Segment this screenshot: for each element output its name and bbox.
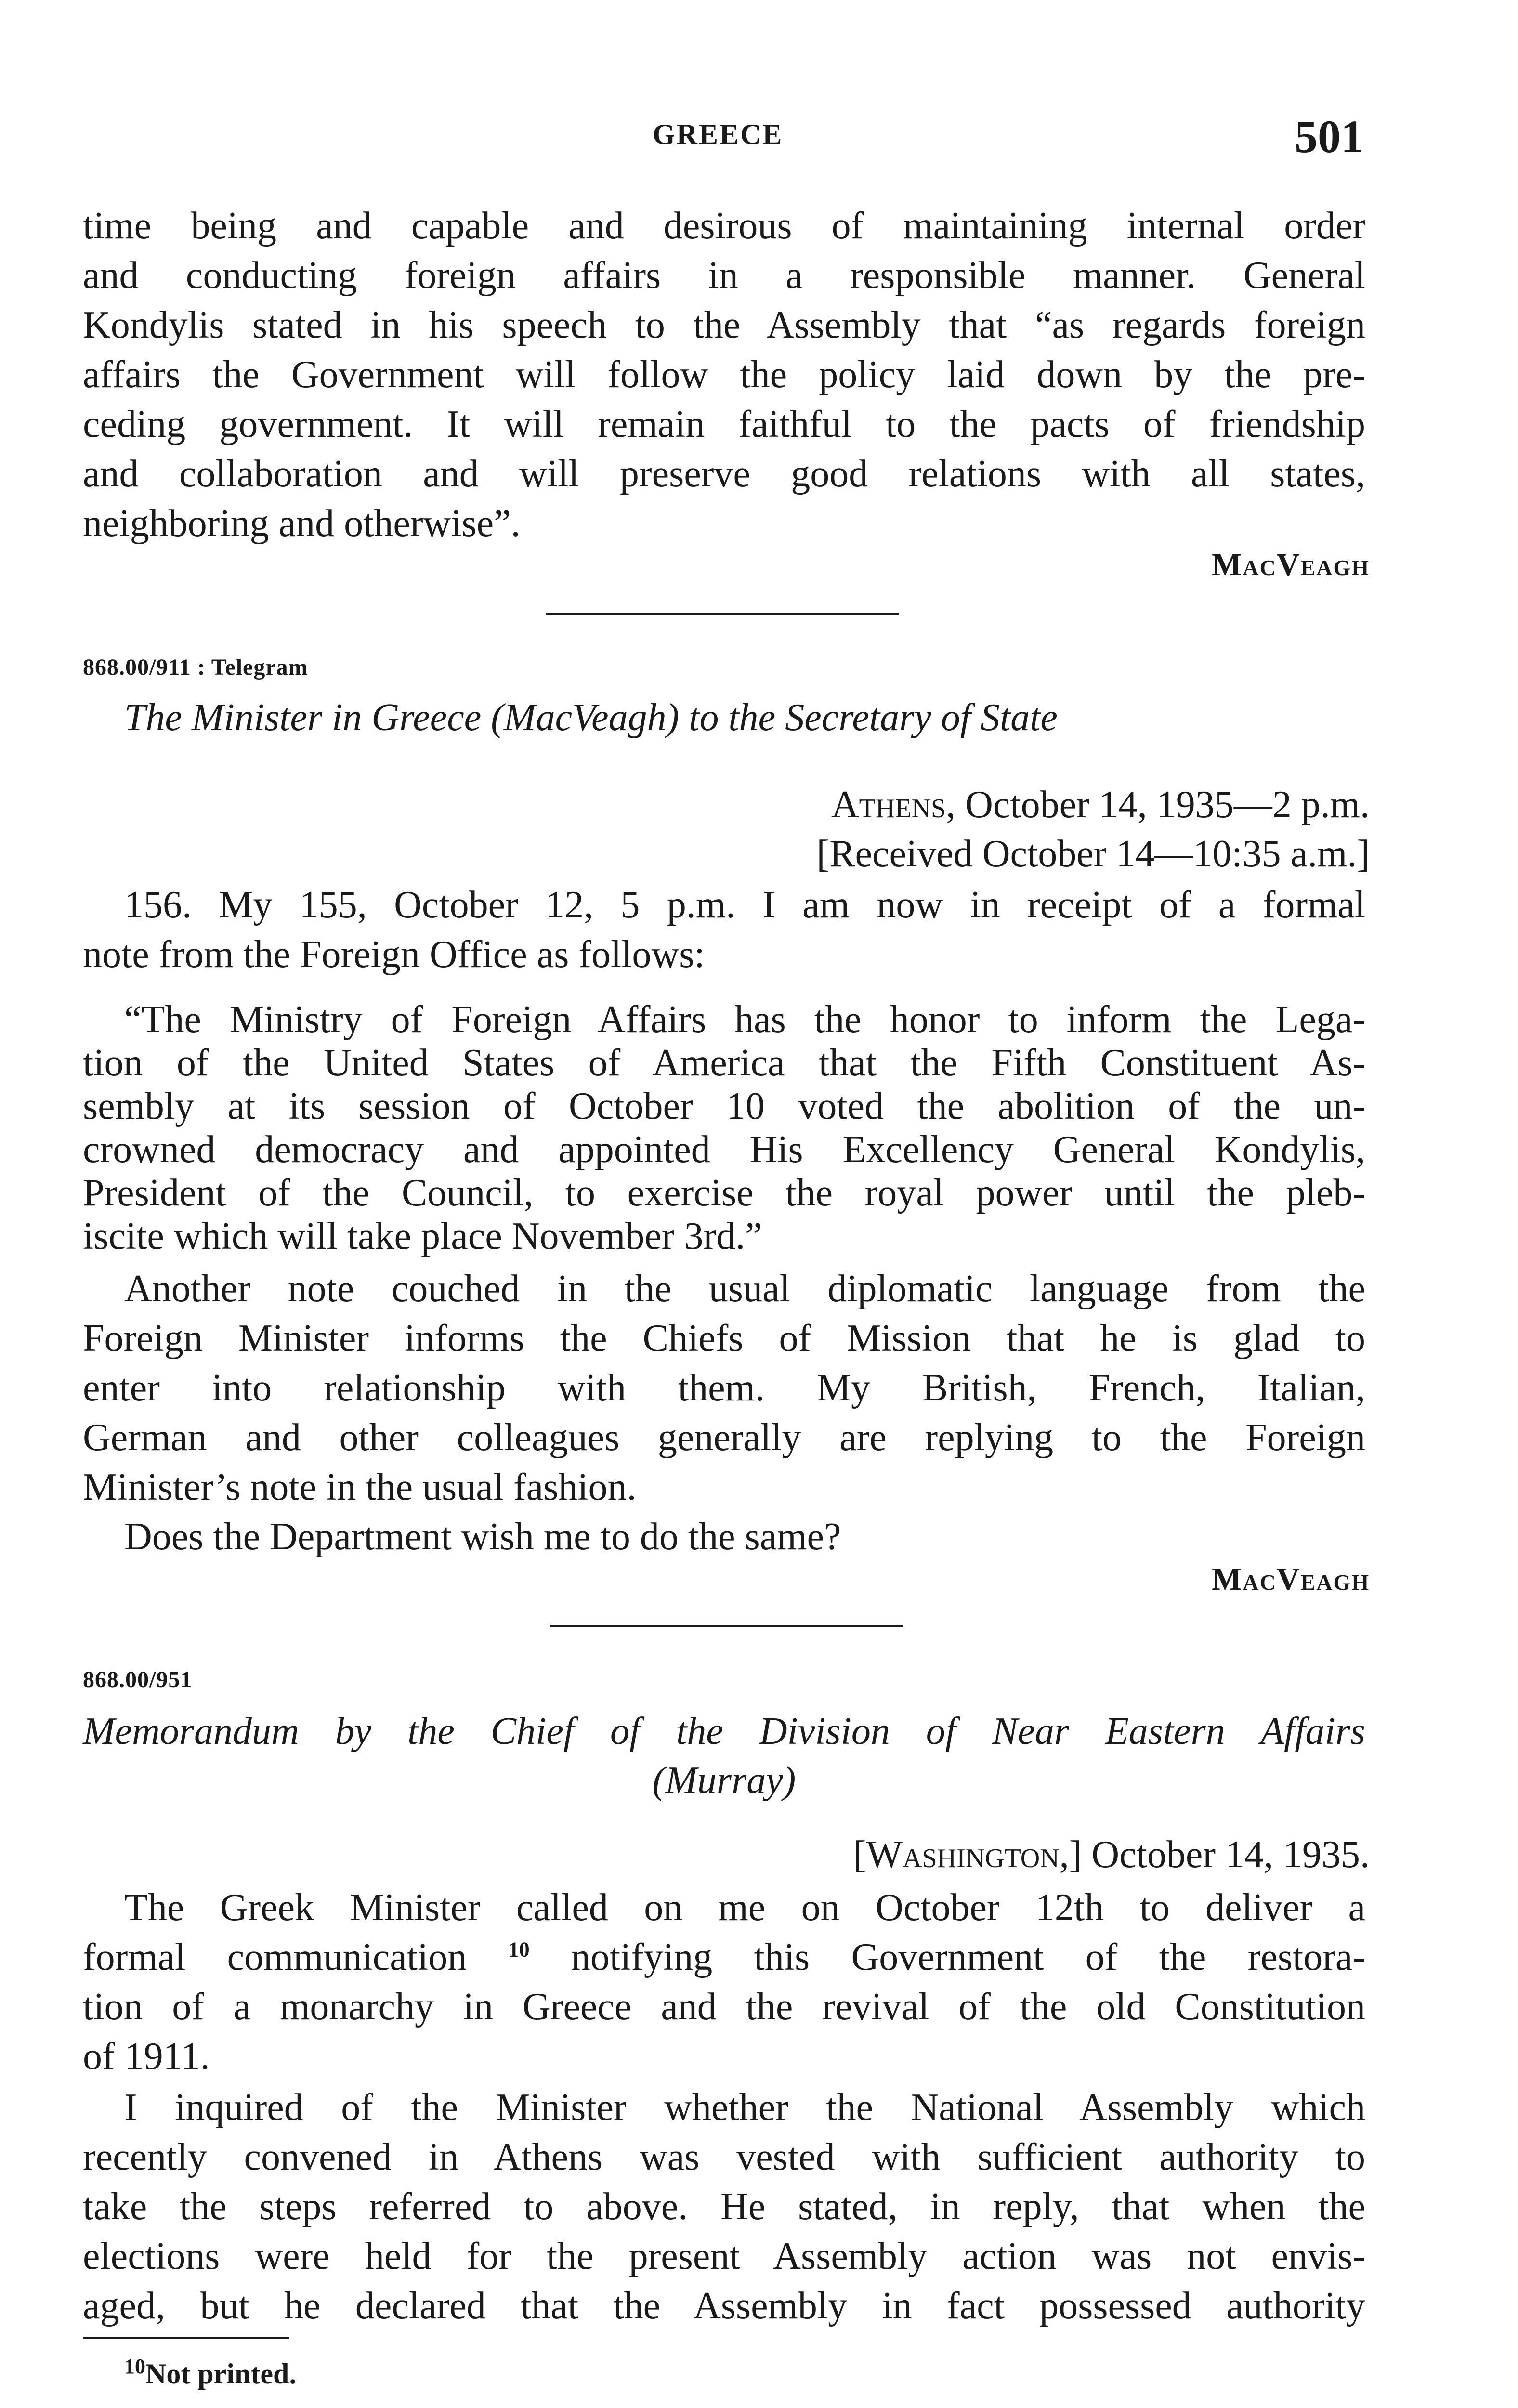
text-line: and conducting foreign affairs in a responsible manner. General — [83, 254, 1365, 297]
quoted-note — [83, 998, 1365, 1258]
text-line: The Greek Minister called on me on October 12th to deliver a — [124, 1886, 1365, 1929]
footnote-text: Not printed. — [145, 2358, 297, 2390]
signature: MacVeagh — [1212, 547, 1370, 582]
text-line: enter into relationship with them. My British, French, Italian, — [83, 1367, 1365, 1409]
dateline-place: Athens, — [831, 784, 956, 826]
file-reference: 868.00/951 — [83, 1667, 193, 1692]
dateline-date: October 14, 1935—2 p.m. — [965, 784, 1370, 826]
memorandum-paragraph — [83, 2083, 1365, 2331]
text-line: Another note couched in the usual diplomatic language from the — [124, 1268, 1365, 1310]
text-line: and collaboration and will preserve good relations with all states, — [83, 453, 1365, 495]
dateline-date: October 14, 1935. — [1091, 1833, 1370, 1876]
text-line: “The Ministry of Foreign Affairs has the honor to inform the Lega- — [124, 998, 1365, 1041]
file-reference: 868.00/911 : Telegram — [83, 654, 308, 680]
dateline — [831, 780, 1370, 830]
text-line: neighboring and otherwise”. — [83, 502, 521, 545]
text-line: aged, but he declared that the Assembly in fact possessed authority — [83, 2285, 1365, 2327]
text-line: Minister’s note in the usual fashion. — [83, 1466, 637, 1508]
text-line — [83, 1933, 1365, 1982]
footnote-reference[interactable]: 10 — [508, 1937, 530, 1962]
intro-paragraph — [83, 201, 1365, 549]
text-line: tion of a monarchy in Greece and the revival of the old Constitution — [83, 1986, 1365, 2028]
text-line: recently convened in Athens was vested with sufficient authority to — [83, 2136, 1365, 2178]
signature: MacVeagh — [1212, 1562, 1370, 1597]
text-fragment: notifying this Government of the restora- — [571, 1936, 1365, 1978]
text-line: time being and capable and desirous of maintaining internal order — [83, 205, 1365, 247]
text-line: crowned democracy and appointed His Excellency General Kondylis, — [83, 1128, 1365, 1171]
text-line: note from the Foreign Office as follows: — [83, 933, 705, 976]
text-line: I inquired of the Minister whether the National Assembly which — [124, 2086, 1365, 2129]
telegram-paragraph — [83, 1264, 1407, 1562]
text-line: Kondylis stated in his speech to the Assembly that “as regards foreign — [83, 304, 1365, 346]
dateline-place: [Washington,] — [853, 1833, 1082, 1876]
text-line: Does the Department wish me to do the same? — [124, 1516, 841, 1558]
text-line: affairs the Government will follow the policy laid down by the pre- — [83, 353, 1365, 396]
footnote-mark: 10 — [124, 2355, 145, 2378]
running-title: GREECE — [653, 118, 784, 150]
footnote — [124, 2357, 296, 2391]
document-heading: Memorandum by the Chief of the Division of Near Eastern Affairs — [83, 1710, 1365, 1753]
memorandum-paragraph — [83, 1883, 1365, 2081]
section-divider — [550, 1625, 903, 1627]
text-line: Foreign Minister informs the Chiefs of Mission that he is glad to — [83, 1317, 1365, 1360]
telegram-paragraph — [83, 880, 1365, 980]
text-line: of 1911. — [83, 2035, 210, 2078]
text-line: tion of the United States of America that the Fifth Constituent As- — [83, 1042, 1365, 1084]
dateline — [853, 1830, 1370, 1880]
text-line: 156. My 155, October 12, 5 p.m. I am now in receipt of a formal — [124, 884, 1365, 926]
document-heading: (Murray) — [652, 1759, 796, 1802]
received-line: [Received October 14—10:35 a.m.] — [816, 833, 1370, 875]
text-line: sembly at its session of October 10 voted the abolition of the un- — [83, 1085, 1365, 1127]
document-heading: The Minister in Greece (MacVeagh) to the Secretary of State — [124, 696, 1058, 739]
text-line: take the steps referred to above. He stated, in reply, that when the — [83, 2186, 1365, 2228]
footnote-rule — [83, 2337, 289, 2339]
text-line: elections were held for the present Assembly action was not envis- — [83, 2235, 1365, 2277]
text-fragment: formal communication — [83, 1936, 467, 1978]
section-divider — [546, 613, 899, 615]
text-line: President of the Council, to exercise the royal power until the pleb- — [83, 1172, 1365, 1214]
text-line: iscite which will take place November 3rd.” — [83, 1215, 762, 1257]
text-line: ceding government. It will remain faithful to the pacts of friendship — [83, 403, 1365, 445]
text-line: German and other colleagues generally are replying to the Foreign — [83, 1416, 1365, 1459]
page-number: 501 — [1295, 111, 1364, 162]
